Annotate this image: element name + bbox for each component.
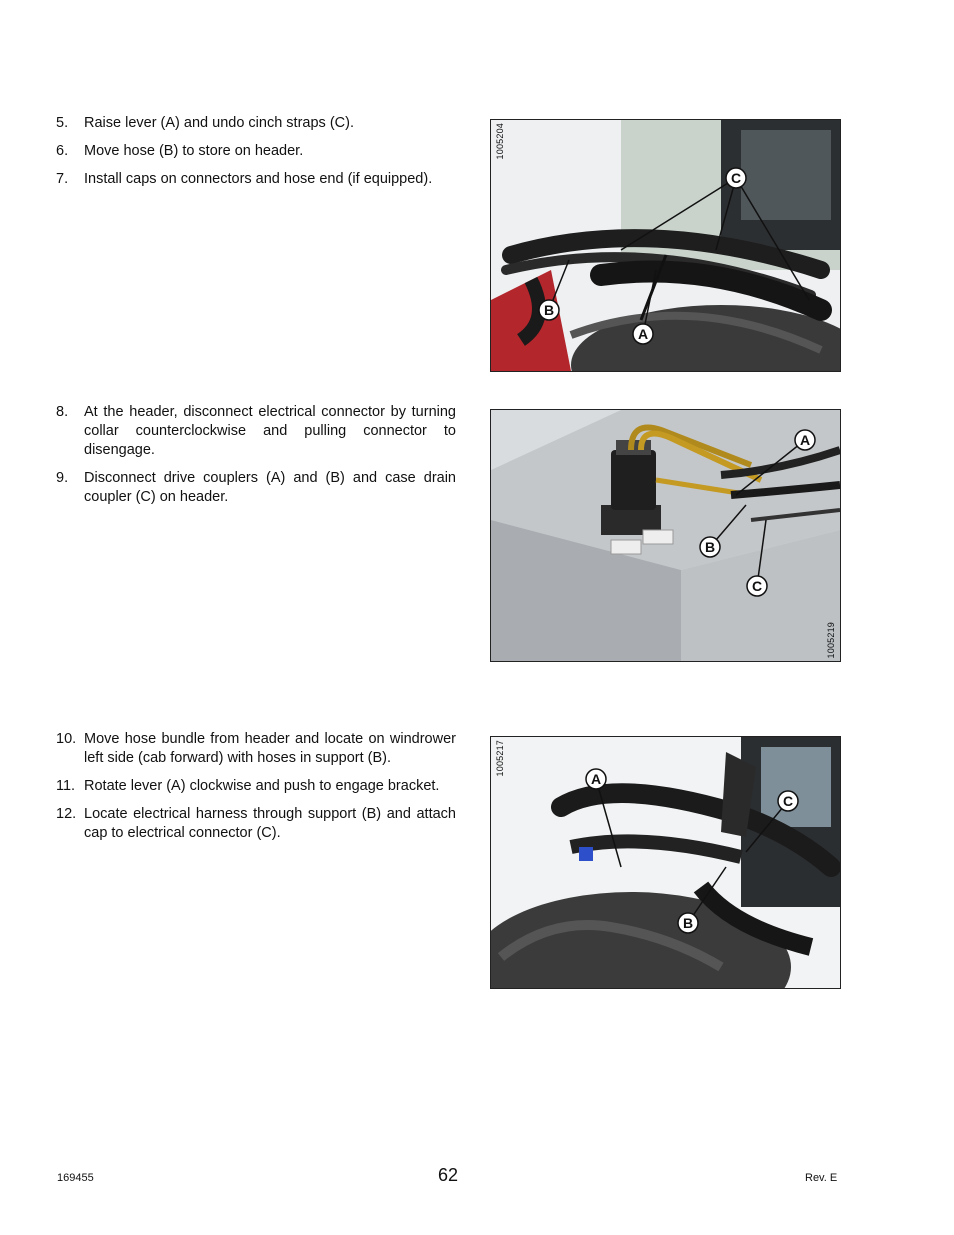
- callout-label: A: [637, 326, 649, 342]
- step-number: 6.: [56, 143, 69, 159]
- steps-section-1: [56, 114, 456, 198]
- step-number: 12.: [56, 806, 77, 822]
- step-number: 9.: [56, 470, 69, 486]
- step-number: 8.: [56, 404, 69, 420]
- step-10: [56, 730, 456, 768]
- step-text: At the header, disconnect electrical connector by turning collar counterclockwise and pulling connector to disengage.: [84, 404, 456, 458]
- step-5: [56, 114, 456, 133]
- step-text: Move hose (B) to store on header.: [84, 143, 304, 159]
- figure-hose-storage-illustration: [491, 120, 840, 371]
- callout-label: B: [543, 302, 555, 318]
- figure-hose-storage: [490, 119, 841, 372]
- figure-header-couplers: [490, 409, 841, 662]
- steps-section-3: [56, 730, 456, 852]
- step-text: Rotate lever (A) clockwise and push to engage bracket.: [84, 778, 440, 794]
- footer-doc-number: 169455: [57, 1172, 94, 1184]
- step-text: Raise lever (A) and undo cinch straps (C).: [84, 115, 354, 131]
- footer-revision: Rev. E: [805, 1172, 838, 1184]
- footer-page-number: 62: [438, 1165, 459, 1185]
- figure-id: 1005219: [826, 622, 836, 659]
- callout-label: B: [704, 539, 716, 555]
- step-number: 10.: [56, 731, 77, 747]
- step-number: 5.: [56, 115, 69, 131]
- figure-id: 1005217: [495, 740, 505, 777]
- callout-label: C: [751, 578, 763, 594]
- step-number: 7.: [56, 171, 69, 187]
- step-text: Locate electrical harness through support (B) and attach cap to electrical connector (C).: [84, 806, 456, 841]
- step-text: Disconnect drive couplers (A) and (B) and case drain coupler (C) on header.: [84, 470, 456, 505]
- callout-label: C: [730, 170, 742, 186]
- figure-hose-support-illustration: [491, 737, 840, 988]
- step-text: Move hose bundle from header and locate on windrower left side (cab forward) with hoses in support (B).: [84, 731, 456, 766]
- figure-header-couplers-illustration: [491, 410, 840, 661]
- step-12: [56, 805, 456, 843]
- steps-section-2: [56, 403, 456, 516]
- figure-hose-support: [490, 736, 841, 989]
- step-7: [56, 170, 456, 189]
- callout-label: A: [590, 771, 602, 787]
- step-number: 11.: [56, 778, 76, 794]
- figure-id: 1005204: [495, 123, 505, 160]
- step-text: Install caps on connectors and hose end (if equipped).: [84, 171, 433, 187]
- step-8: [56, 403, 456, 460]
- callout-label: C: [782, 793, 794, 809]
- callout-label: A: [799, 432, 811, 448]
- callout-label: B: [682, 915, 694, 931]
- step-9: [56, 469, 456, 507]
- step-11: [56, 777, 456, 796]
- step-6: [56, 142, 456, 161]
